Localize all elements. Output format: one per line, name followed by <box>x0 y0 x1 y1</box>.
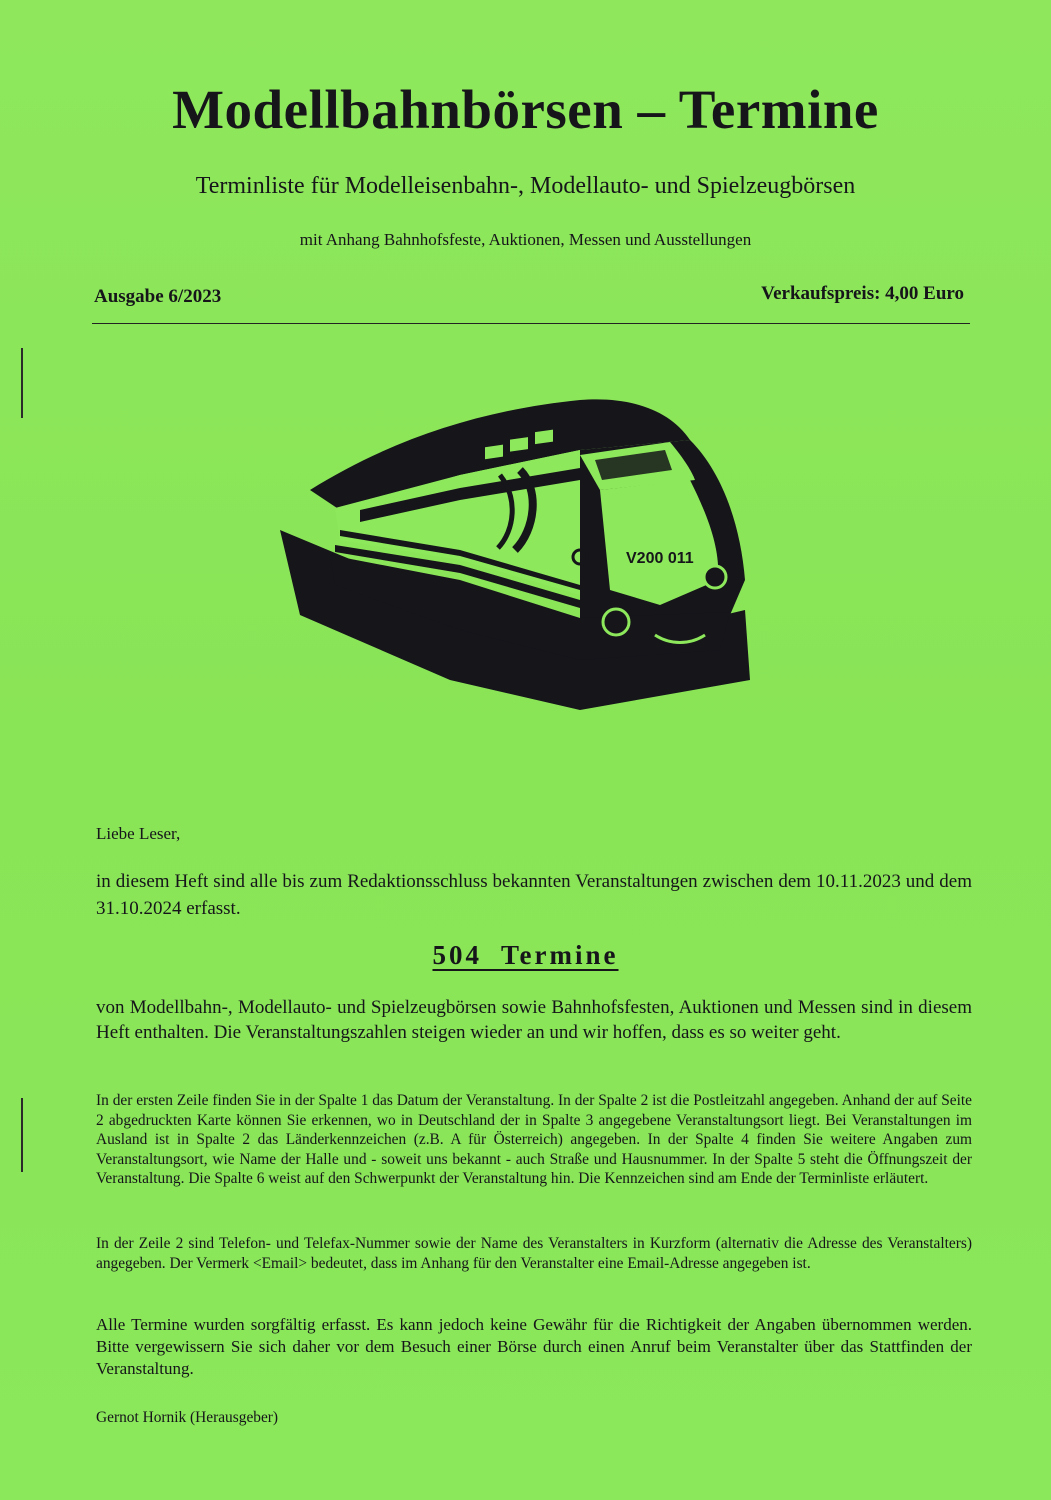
staple-mark-top <box>21 348 23 418</box>
cover-title: Modellbahnbörsen – Termine <box>172 79 879 140</box>
publisher-signature: Gernot Hornik (Herausgeber) <box>96 1409 279 1426</box>
intro-paragraph: in diesem Heft sind alle bis zum Redaktionsschluss bekannten Veranstaltungen zwischen dem 10.11.2023 und dem 31.10.2024 erfasst. <box>96 871 972 919</box>
paragraph-disclaimer: Alle Termine wurden sorgfältig erfasst. Es kann jedoch keine Gewähr für die Richtigkeit der Angaben übernommen werden. Bitte vergewissern Sie sich daher vor dem Besuch einer Börse durch einen Anruf beim Veranstalter über das Stattfinden der Veranstaltung. <box>96 1315 972 1378</box>
paragraph-contact-guide: In der Zeile 2 sind Telefon- und Telefax-Nummer sowie der Name des Veranstalters in Kurzform (alternativ die Adresse des Veranstalters) angegeben. Der Vermerk <Email> bedeutet, dass im Anhang für den Veranstalter eine Email-Adresse angegeben ist. <box>96 1235 972 1272</box>
staple-mark-bottom <box>21 1098 23 1172</box>
cover-subtitle: Terminliste für Modelleisenbahn-, Modellauto- und Spielzeugbörsen <box>195 173 856 199</box>
header-divider <box>92 323 970 324</box>
event-count-heading <box>0 940 1051 971</box>
greeting: Liebe Leser, <box>96 824 181 843</box>
paragraph-column-guide: In der ersten Zeile finden Sie in der Spalte 1 das Datum der Veranstaltung. In der Spalte 2 ist die Postleitzahl angegeben. Anhand der auf Seite 2 abgedruckten Karte können Sie erkennen, wo in Deutschland der in Spalte 3 angegebene Veranstaltungsort liegt. Bei Veranstaltungen im Ausland ist in Spalte 2 das Länderkennzeichen (z.B. A für Österreich) angegeben. In der Spalte 4 finden Sie weitere Angaben zum Veranstaltungsort, wie Name der Halle und - soweit uns bekannt - auch Straße und Hausnummer. In der Spalte 5 steht die Öffnungszeit der Veranstaltung. Die Spalte 6 weist auf den Schwerpunkt der Veranstaltung hin. Die Kennzeichen sind am Ende der Terminliste erläutert. <box>96 1092 972 1187</box>
cover-subtitle-appendix: mit Anhang Bahnhofsfeste, Auktionen, Messen und Ausstellungen <box>299 230 752 249</box>
paragraph-events-summary: von Modellbahn-, Modellauto- und Spielzeugbörsen sowie Bahnhofsfesten, Auktionen und Messen sind in diesem Heft enthalten. Die Veranstaltungszahlen steigen wieder an und wir hoffen, dass es so weiter geht. <box>96 997 972 1043</box>
event-count-text: 504 Termine <box>432 940 619 970</box>
issue-number: Ausgabe 6/2023 <box>94 286 222 307</box>
locomotive-number: V200 011 <box>626 550 694 567</box>
sale-price: Verkaufspreis: 4,00 Euro <box>761 283 964 304</box>
locomotive-illustration <box>280 380 750 730</box>
